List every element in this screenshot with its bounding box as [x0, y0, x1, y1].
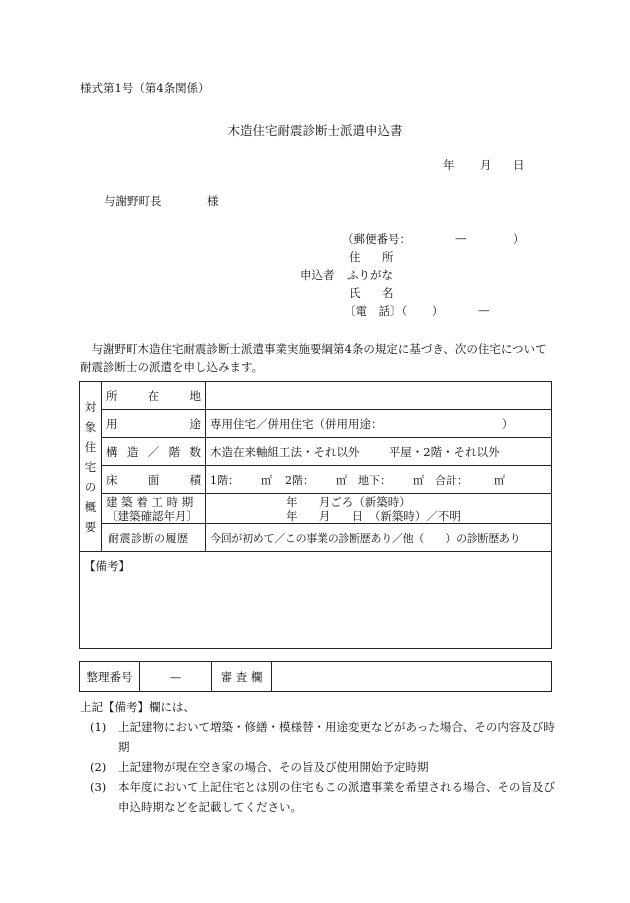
diagnosis-history-label: 耐震診断の履歴 — [102, 524, 206, 552]
structure-value[interactable]: 木造在来軸組工法・それ以外 平屋・2階・それ以外 — [206, 438, 552, 466]
location-label: 所 在 地 — [102, 382, 206, 410]
notes-heading: 上記【備考】欄には、 — [80, 700, 195, 714]
intro-text: 与謝野町木造住宅耐震診断士派遣事業実施要綱第4条の規定に基づき、次の住宅について耐震診断士の派遣を申し込みます。 — [80, 342, 547, 374]
date-month: 月 — [480, 158, 492, 172]
usage-label: 用 途 — [102, 410, 206, 438]
date-year: 年 — [443, 158, 455, 172]
applicant-phone-dash: — — [478, 303, 490, 317]
location-value[interactable] — [206, 382, 552, 410]
reference-number-value: — — [140, 662, 212, 692]
form-number: 様式第1号（第4条関係） — [80, 81, 210, 95]
addressee-honorific: 様 — [207, 194, 219, 208]
applicant-postal-close: ） — [513, 232, 525, 246]
applicant-address-label-2: 所 — [382, 250, 394, 264]
applicant-postal-dash: — — [455, 231, 467, 245]
floor-area-label: 床 面 積 — [102, 466, 206, 494]
review-value — [272, 662, 552, 692]
floor-area-value[interactable]: 1階： ㎡ 2階： ㎡ 地下： ㎡ 合計： ㎡ — [206, 466, 552, 494]
applicant-furigana-label: ふりがな — [347, 268, 393, 282]
usage-value[interactable]: 専用住宅／併用住宅（併用用途： ） — [206, 410, 552, 438]
diagnosis-history-value[interactable]: 今回が初めて／この事業の診断歴あり／他（ ）の診断歴あり — [206, 524, 552, 552]
target-house-side-label: 対 象 住 宅 の 概 要 — [80, 382, 102, 552]
applicant-name-label-1: 氏 — [349, 286, 361, 300]
date-day: 日 — [513, 158, 525, 172]
form-title: 木造住宅耐震診断士派遣申込書 — [227, 123, 403, 138]
office-use-table — [79, 661, 552, 692]
review-label: 審 査 欄 — [212, 662, 272, 692]
construction-period-value[interactable]: 年 月ごろ（新築時） 年 月 日 （新築時）／不明 — [206, 494, 552, 524]
target-house-table — [79, 381, 552, 649]
note-item: (1) 上記建物において増築・修繕・模様替・用途変更などがあった場合、その内容及び時期 — [90, 720, 555, 754]
note-item: (2) 上記建物が現在空き家の場合、その旨及び使用開始予定時期 — [90, 760, 429, 774]
notes-section — [80, 697, 560, 817]
structure-label: 構 造 ／ 階 数 — [102, 438, 206, 466]
applicant-phone-close: ） — [432, 304, 444, 318]
applicant-label: 申込者 — [300, 268, 335, 282]
addressee-name: 与謝野町長 — [104, 194, 162, 208]
reference-number-label: 整理番号 — [80, 662, 140, 692]
applicant-name-label-2: 名 — [382, 286, 394, 300]
applicant-address-label-1: 住 — [349, 250, 361, 264]
applicant-postal-label: （郵便番号： — [342, 232, 411, 246]
applicant-phone-label: 〔電 話〕（ — [344, 304, 408, 318]
remarks-cell[interactable] — [80, 552, 552, 649]
construction-period-label: 建 築 着 工 時 期 〔建築確認年月〕 — [102, 494, 206, 524]
remarks-label: 【備考】 — [84, 559, 130, 573]
note-item: (3) 本年度において上記住宅とは別の住宅もこの派遣事業を希望される場合、その旨及び申込時期などを記載してください。 — [90, 780, 555, 814]
